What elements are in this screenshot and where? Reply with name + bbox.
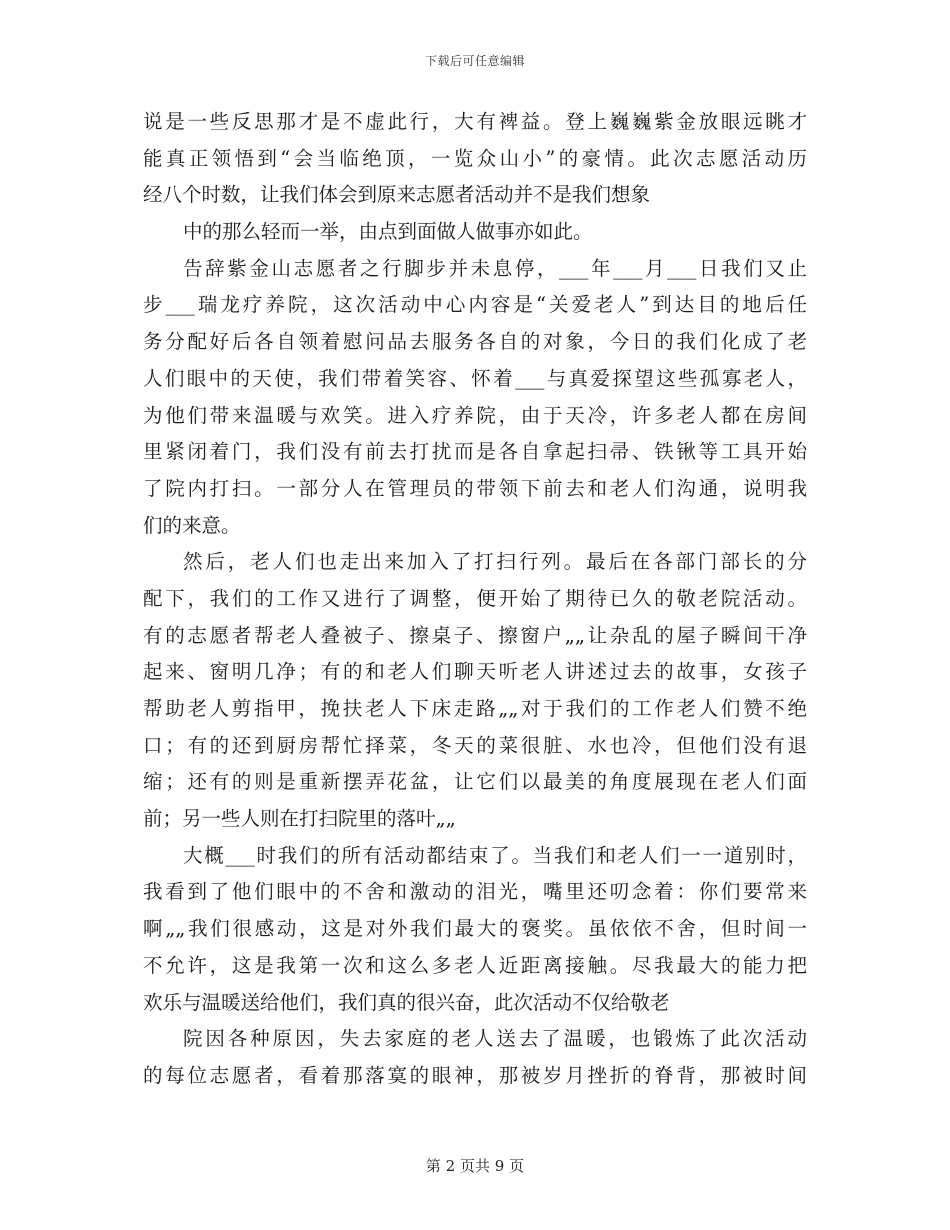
text-line: 有的志愿者帮老人叠被子、擦桌子、擦窗户„„让杂乱的屋子瞬间干净 [143,623,807,647]
text-line: 经八个时数，让我们体会到原来志愿者活动并不是我们想象 [143,183,651,207]
text-line: 告辞紫金山志愿者之行脚步并未息停，___年___月___日我们又止 [183,256,807,280]
text-line: 的每位志愿者，看着那落寞的眼神，那被岁月挫折的脊背，那被时间 [143,1063,807,1087]
text-line: 人们眼中的天使，我们带着笑容、怀着___与真爱探望这些孤寡老人， [143,366,807,390]
text-line: 帮助老人剪指甲，挽扶老人下床走路„„对于我们的工作老人们赞不绝 [143,697,807,720]
text-line: 院因各种原因，失去家庭的老人送去了温暖，也锻炼了此次活动 [183,1027,807,1051]
text-line: 能真正领悟到“会当临绝顶，一览众山小”的豪情。此次志愿活动历 [143,146,807,170]
text-line: 了院内打扫。一部分人在管理员的带领下前去和老人们沟通，说明我 [143,476,807,500]
page-header: 下载后可任意编辑 [424,54,525,68]
text-line: 然后，老人们也走出来加入了打扫行列。最后在各部门部长的分 [183,550,807,574]
text-line: 里紧闭着门，我们没有前去打扰而是各自拿起扫帚、铁锹等工具开始 [143,440,807,464]
text-line: 为他们带来温暖与欢笑。进入疗养院，由于天冷，许多老人都在房间 [143,403,807,427]
text-line: 大概___时我们的所有活动都结束了。当我们和老人们一一道别时， [183,843,807,867]
text-line: 啊„„我们很感动，这是对外我们最大的褒奖。虽依依不舍，但时间一 [143,917,807,941]
text-line: 欢乐与温暖送给他们，我们真的很兴奋，此次活动不仅给敬老 [143,990,670,1014]
text-line: 步___瑞龙疗养院，这次活动中心内容是“关爱老人”到达目的地后任 [143,293,807,317]
text-line: 起来、窗明几净；有的和老人们聊天听老人讲述过去的故事，女孩子 [143,660,807,684]
text-line: 我看到了他们眼中的不舍和激动的泪光，嘴里还叨念着：你们要常来 [143,880,807,904]
document-body [143,104,807,1095]
text-line: 配下，我们的工作又进行了调整，便开始了期待已久的敬老院活动。 [143,586,807,610]
text-line: 中的那么轻而一举，由点到面做人做事亦如此。 [183,220,593,244]
text-line: 们的来意。 [143,513,241,537]
text-line: 说是一些反思那才是不虚此行，大有裨益。登上巍巍紫金放眼远眺才 [143,110,807,133]
text-line: 口；有的还到厨房帮忙择菜，冬天的菜很脏、水也冷，但他们没有退 [143,733,807,757]
text-line: 不允许，这是我第一次和这么多老人近距离接触。尽我最大的能力把 [143,953,807,977]
text-line: 前；另一些人则在打扫院里的落叶„„ [143,807,456,831]
text-line: 务分配好后各自领着慰问品去服务各自的对象，今日的我们化成了老 [143,330,807,354]
text-line: 缩；还有的则是重新摆弄花盆，让它们以最美的角度展现在老人们面 [143,770,807,794]
page-number: 第 2 页共 9 页 [425,1157,525,1175]
